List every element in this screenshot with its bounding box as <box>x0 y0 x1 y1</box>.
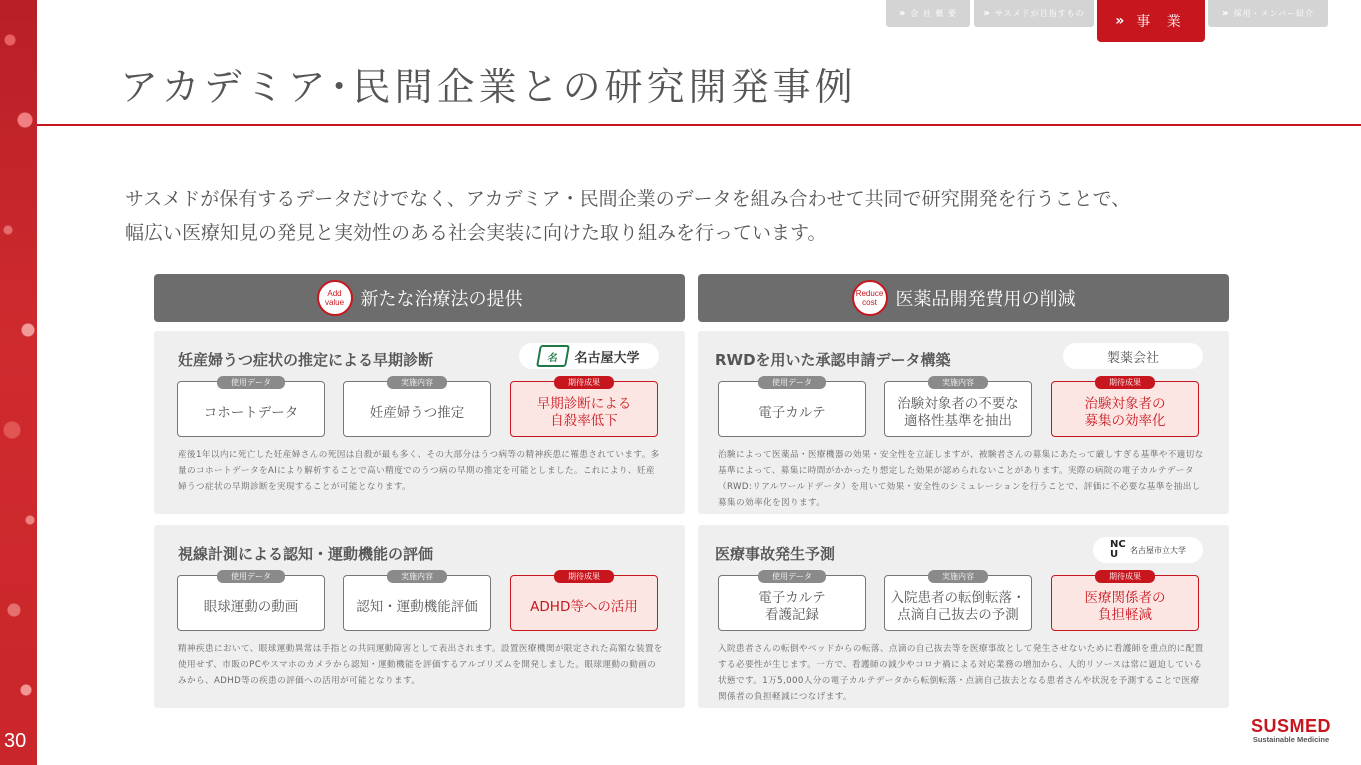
content-box: 実施内容 妊産婦うつ推定 <box>343 381 491 437</box>
content-box: 実施内容 認知・運動機能評価 <box>343 575 491 631</box>
susmed-logo <box>1251 716 1331 744</box>
ncu-emblem-icon: NC U <box>1110 539 1126 560</box>
data-tag: 使用データ <box>758 570 826 583</box>
card-title: 医療事故発生予測 <box>715 545 836 563</box>
chevron-right-icon: » <box>1115 13 1125 29</box>
category-header-reduce-cost <box>698 274 1229 322</box>
nav-tab-label: サスメドが目指すもの <box>994 9 1085 18</box>
data-tag: 使用データ <box>217 376 285 389</box>
case-card-rwd-approval <box>698 331 1229 514</box>
result-tag: 期待成果 <box>1095 570 1155 583</box>
data-box: 使用データ 電子カルテ <box>718 381 866 437</box>
nav-tab-label: 事 業 <box>1136 14 1187 30</box>
intro-line: 幅広い医療知見の発見と実効性のある社会実装に向けた取り組みを行っています。 <box>125 222 827 244</box>
partner-logo <box>1063 343 1203 369</box>
result-tag: 期待成果 <box>554 570 614 583</box>
chevron-right-icon: » <box>1222 8 1230 19</box>
nav-tab-company[interactable] <box>886 0 970 27</box>
page-title: アカデミア･民間企業との研究開発事例 <box>120 65 857 109</box>
chevron-right-icon: » <box>983 8 991 19</box>
partner-logo <box>1093 537 1203 563</box>
nav-tab-label: 会 社 概 要 <box>910 9 958 18</box>
nav-tab-vision[interactable] <box>974 0 1094 27</box>
partner-logo <box>519 343 659 369</box>
card-title: 妊産婦うつ症状の推定による早期診断 <box>178 351 434 369</box>
content-tag: 実施内容 <box>387 376 447 389</box>
nav-tab-business[interactable] <box>1097 0 1205 42</box>
title-divider <box>37 124 1361 126</box>
content-tag: 実施内容 <box>387 570 447 583</box>
content-tag: 実施内容 <box>928 570 988 583</box>
brand-tagline: Sustainable Medicine <box>1252 735 1330 744</box>
result-box: 期待成果 医療関係者の 負担軽減 <box>1051 575 1199 631</box>
result-box: 期待成果 ADHD等への活用 <box>510 575 658 631</box>
university-emblem-icon: 名 <box>537 345 571 367</box>
card-description: 精神疾患において、眼球運動異常は手指との共同運動障害として表出されます。設置医療機関が限定された高額な装置を使用せず、市販のPCやスマホのカメラから認知・運動機能を評価するアルゴリズムを開発しました。眼球運動の動画のみから、ADHD等の疾患の評価への活用が可能となります。 <box>178 644 663 686</box>
nav-tab-recruit[interactable] <box>1208 0 1328 27</box>
case-card-perinatal-depression <box>154 331 685 514</box>
content-box: 実施内容 入院患者の転倒転落・ 点滴自己抜去の予測 <box>884 575 1032 631</box>
brand-name: SUSMED <box>1250 716 1331 736</box>
decorative-side-strip <box>0 0 37 765</box>
case-card-medical-accident <box>698 525 1229 708</box>
card-title: 視線計測による認知・運動機能の評価 <box>178 545 434 563</box>
data-box: 使用データ コホートデータ <box>177 381 325 437</box>
pharma-company-label: 製薬会社 <box>1106 350 1159 366</box>
result-tag: 期待成果 <box>554 376 614 389</box>
card-description: 治験によって医薬品・医療機器の効果・安全性を立証しますが、被験者さんの募集にあたって厳しすぎる基準や不適切な基準によって、募集に時間がかかったり想定した効果が認められないことがあります。実際の病院の電子カルテデータ（RWD:リアルワールドデータ）を用いて効果・安全性のシミュレーションを行うことで、評価に不必要な基準を抽出し募集の効率化を図ります。 <box>718 450 1204 508</box>
category-label: 医薬品開発費用の削減 <box>895 289 1076 310</box>
content-box: 実施内容 治験対象者の不要な 適格性基準を抽出 <box>884 381 1032 437</box>
card-title: RWDを用いた承認申請データ構築 <box>715 351 951 369</box>
result-box: 期待成果 治験対象者の 募集の効率化 <box>1051 381 1199 437</box>
result-tag: 期待成果 <box>1095 376 1155 389</box>
add-value-badge-icon: Add value <box>317 280 353 316</box>
case-card-eye-tracking <box>154 525 685 708</box>
intro-line: サスメドが保有するデータだけでなく、アカデミア・民間企業のデータを組み合わせて共同で研究開発を行うことで、 <box>125 188 1131 210</box>
card-description: 産後1年以内に死亡した妊産婦さんの死因は自殺が最も多く、その大部分はうつ病等の精神疾患に罹患されています。多量のコホートデータをAIにより解析することで高い精度でのうつ病の早期の推定を可能としました。これにより、妊産婦うつ症状の早期診断を実現することが可能となります。 <box>178 450 660 492</box>
content-tag: 実施内容 <box>928 376 988 389</box>
reduce-cost-badge-icon: Reduce cost <box>852 280 888 316</box>
nagoya-city-university-logo: NC U 名古屋市立大学 <box>1110 539 1186 560</box>
data-tag: 使用データ <box>217 570 285 583</box>
data-tag: 使用データ <box>758 376 826 389</box>
nav-tab-label: 採用・メンバー紹介 <box>1233 9 1314 18</box>
category-header-add-value <box>154 274 685 322</box>
data-box: 使用データ 電子カルテ 看護記録 <box>718 575 866 631</box>
result-box: 期待成果 早期診断による 自殺率低下 <box>510 381 658 437</box>
category-label: 新たな治療法の提供 <box>360 289 523 310</box>
page-number: 30 <box>4 730 27 752</box>
data-box: 使用データ 眼球運動の動画 <box>177 575 325 631</box>
nagoya-university-logo: 名 名古屋大学 <box>538 345 639 367</box>
chevron-right-icon: » <box>898 8 907 19</box>
intro-text <box>125 182 1130 250</box>
card-description: 入院患者さんの転倒やベッドからの転落、点滴の自己抜去等を医療事故として発生させないために看護師を重点的に配置する必要性が生じます。一方で、看護師の減少やコロナ禍による対応業務の増加から、人的リソースは常に逼迫している状態です。1万5,000人分の電子カルテデータから転倒転落・点滴自己抜去となる患者さんや状況を予測することで医療関係者の負担軽減につなげます。 <box>718 644 1204 702</box>
